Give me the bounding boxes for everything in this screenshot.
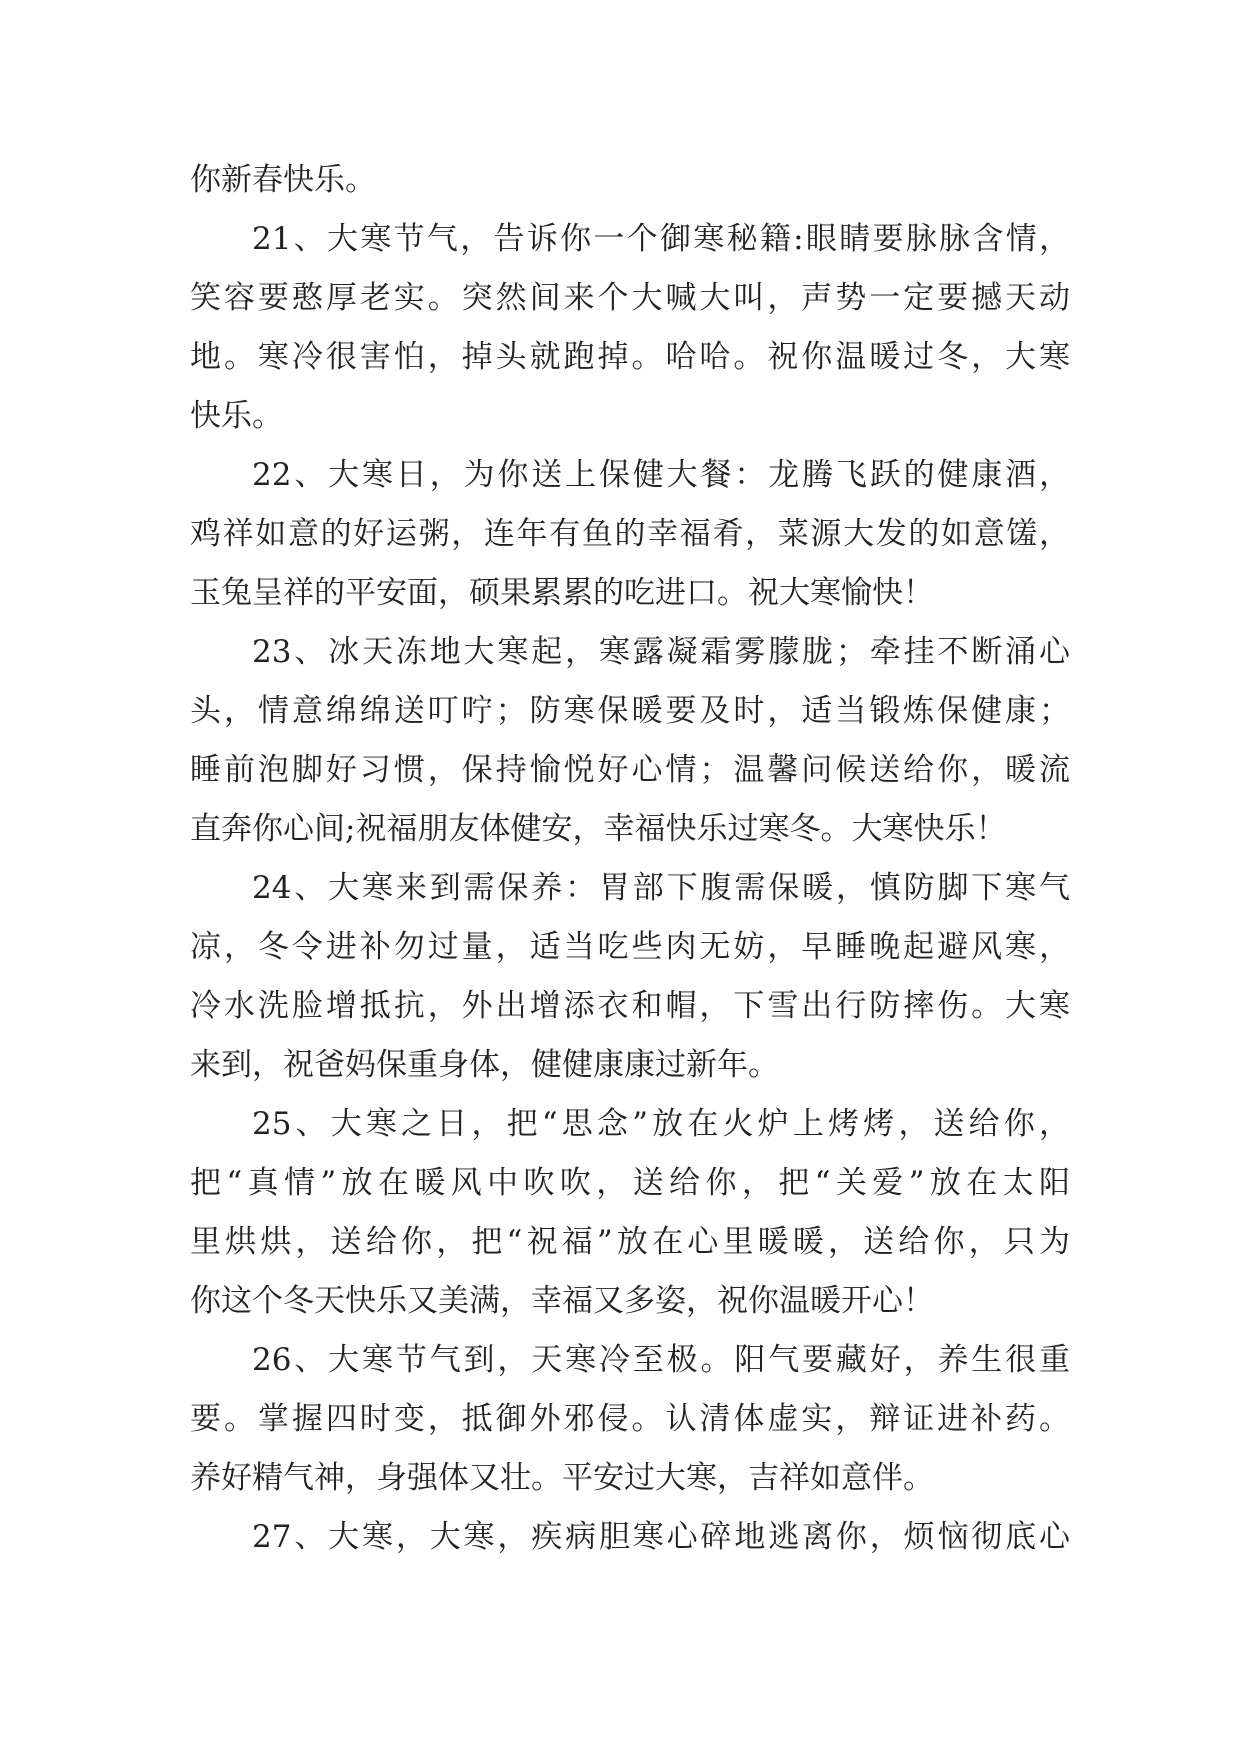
text-line: 鸡祥如意的好运粥，连年有鱼的幸福肴，菜源大发的如意馐，: [190, 516, 1070, 552]
paragraph-21-first-line: 21、大寒节气，告诉你一个御寒秘籍:眼睛要脉脉含情，: [252, 221, 1070, 257]
text-line: 你这个冬天快乐又美满，幸福又多姿，祝你温暖开心！: [190, 1283, 934, 1319]
text-line: 要。掌握四时变，抵御外邪侵。认清体虚实，辩证进补药。: [190, 1401, 1070, 1437]
text-line: 快乐。: [190, 398, 283, 434]
text-line: 直奔你心间;祝福朋友体健安，幸福快乐过寒冬。大寒快乐！: [190, 811, 1007, 847]
text-line: 睡前泡脚好习惯，保持愉悦好心情；温馨问候送给你，暖流: [190, 752, 1070, 788]
text-line: 把“真情”放在暖风中吹吹，送给你，把“关爱”放在太阳: [190, 1165, 1070, 1201]
text-line: 玉兔呈祥的平安面，硕果累累的吃进口。祝大寒愉快！: [190, 575, 934, 611]
text-line: 头，情意绵绵送叮咛；防寒保暖要及时，适当锻炼保健康；: [190, 693, 1070, 729]
text-line: 凉，冬令进补勿过量，适当吃些肉无妨，早睡晚起避风寒，: [190, 929, 1070, 965]
paragraph-23-first-line: 23、冰天冻地大寒起，寒露凝霜雾朦胧；牵挂不断涌心: [252, 634, 1070, 670]
text-line: 你新春快乐。: [190, 162, 376, 198]
text-line: 里烘烘，送给你，把“祝福”放在心里暖暖，送给你，只为: [190, 1224, 1070, 1260]
paragraph-25-first-line: 25、大寒之日，把“思念”放在火炉上烤烤，送给你，: [252, 1106, 1070, 1142]
paragraph-26-first-line: 26、大寒节气到，天寒冷至极。阳气要藏好，养生很重: [252, 1342, 1070, 1378]
text-line: 来到，祝爸妈保重身体，健健康康过新年。: [190, 1047, 779, 1083]
text-line: 地。寒冷很害怕，掉头就跑掉。哈哈。祝你温暖过冬，大寒: [190, 339, 1070, 375]
text-line: 冷水洗脸增抵抗，外出增添衣和帽，下雪出行防摔伤。大寒: [190, 988, 1070, 1024]
paragraph-24-first-line: 24、大寒来到需保养：胃部下腹需保暖，慎防脚下寒气: [252, 870, 1070, 906]
paragraph-27-first-line: 27、大寒，大寒，疾病胆寒心碎地逃离你，烦恼彻底心: [252, 1519, 1070, 1555]
text-line: 笑容要憨厚老实。突然间来个大喊大叫，声势一定要撼天动: [190, 280, 1070, 316]
paragraph-22-first-line: 22、大寒日，为你送上保健大餐：龙腾飞跃的健康酒，: [252, 457, 1070, 493]
text-line: 养好精气神，身强体又壮。平安过大寒，吉祥如意伴。: [190, 1460, 934, 1496]
